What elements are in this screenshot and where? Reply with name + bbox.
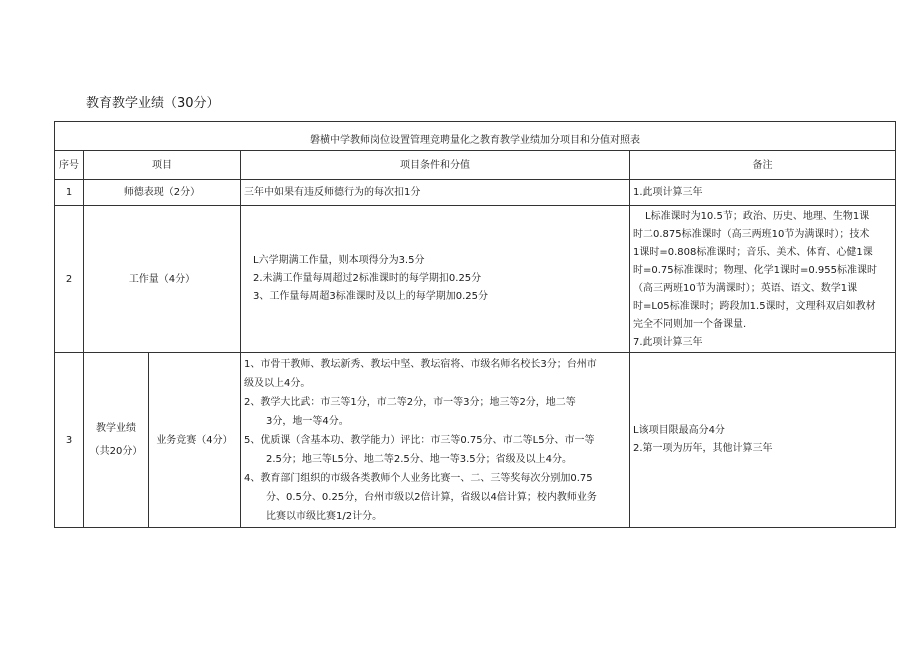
header-note: 备注 (630, 151, 896, 180)
row-item-sub: （共20分） (89, 446, 143, 457)
cond-line: 比赛以市级比赛1/2计分。 (266, 510, 383, 522)
row-item: 师德表现（2分） (84, 180, 241, 206)
note-line: 时=L05标准课时；跨段加1.5课时，文理科双启如教材 (633, 301, 876, 312)
cond-line: 5、优质课（含基本功、教学能力）评比：市三等0.75分、市二等L5分、市一等 (244, 434, 595, 446)
note-line: 完全不同则加一个备课量. (633, 319, 747, 330)
note-line: 时二0.875标准课时（高三两班10节为满课时）；技术 (633, 229, 870, 240)
cond-line: 2、教学大比武：市三等1分，市二等2分，市一等3分；地三等2分，地二等 (244, 396, 576, 408)
table-title-row (55, 122, 896, 151)
row-cond (241, 206, 630, 353)
row-note (630, 206, 896, 353)
cond-line: 分、0.5分、0.25分，台州市级以2倍计算，省级以4倍计算；校内教师业务 (266, 491, 597, 503)
row-item-title: 教学业绩 (96, 423, 136, 434)
note-line: L该项目限最高分4分 (633, 425, 725, 436)
header-row (55, 151, 896, 180)
table-row (55, 206, 896, 353)
row-item (84, 353, 149, 528)
header-no: 序号 (55, 151, 84, 180)
header-cond: 项目条件和分值 (241, 151, 630, 180)
note-line: 2.第一项为历年，其他计算三年 (633, 443, 773, 454)
row-no: 1 (55, 180, 84, 206)
cond-line: 1、市骨干教师、教坛新秀、教坛中坚、教坛宿将、市级名师名校长3分；台州市 (244, 358, 597, 370)
row-subitem: 业务竞赛（4分） (149, 353, 241, 528)
note-line: 7.此项计算三年 (633, 337, 703, 348)
cond-line: 2.5分；地三等L5分、地二等2.5分、地一等3.5分；省级及以上4分。 (266, 453, 573, 465)
cond-line: 4、教育部门组织的市级各类教师个人业务比赛一、二、三等奖每次分别加0.75 (244, 472, 593, 484)
row-no: 2 (55, 206, 84, 353)
row-item: 工作量（4分） (84, 206, 241, 353)
table-row (55, 180, 896, 206)
note-line: （高三两班10节为满课时）；英语、语文、数学1课 (633, 283, 858, 294)
section-heading: 教育教学业绩（30分） (86, 96, 220, 111)
cond-line: 3分，地一等4分。 (266, 415, 349, 427)
score-table (54, 121, 896, 528)
row-cond: 三年中如果有违反师德行为的每次扣1分 (241, 180, 630, 206)
row-note: 1.此项计算三年 (630, 180, 896, 206)
cond-line: 3、工作量每周超3标准课时及以上的每学期加0.25分 (253, 291, 488, 302)
header-item: 项目 (84, 151, 241, 180)
cond-line: 级及以上4分。 (244, 377, 311, 389)
row-note (630, 353, 896, 528)
note-line: 时=0.75标准课时；物理、化学1课时=0.955标准课时 (633, 265, 878, 276)
row-cond (241, 353, 630, 528)
row-no: 3 (55, 353, 84, 528)
cond-line: 2.未满工作量每周超过2标准课时的每学期扣0.25分 (253, 273, 482, 284)
table-title: 磐横中学教师岗位设置管理竞聘量化之教育教学业绩加分项目和分值对照表 (55, 122, 896, 151)
note-line: 1课时=0.808标准课时；音乐、美术、体育、心健1课 (633, 247, 873, 258)
cond-line: L六学期满工作量，则本项得分为3.5分 (253, 255, 425, 266)
note-line: L标准课时为10.5节；政治、历史、地理、生物1课 (645, 211, 870, 222)
table-row (55, 353, 896, 528)
